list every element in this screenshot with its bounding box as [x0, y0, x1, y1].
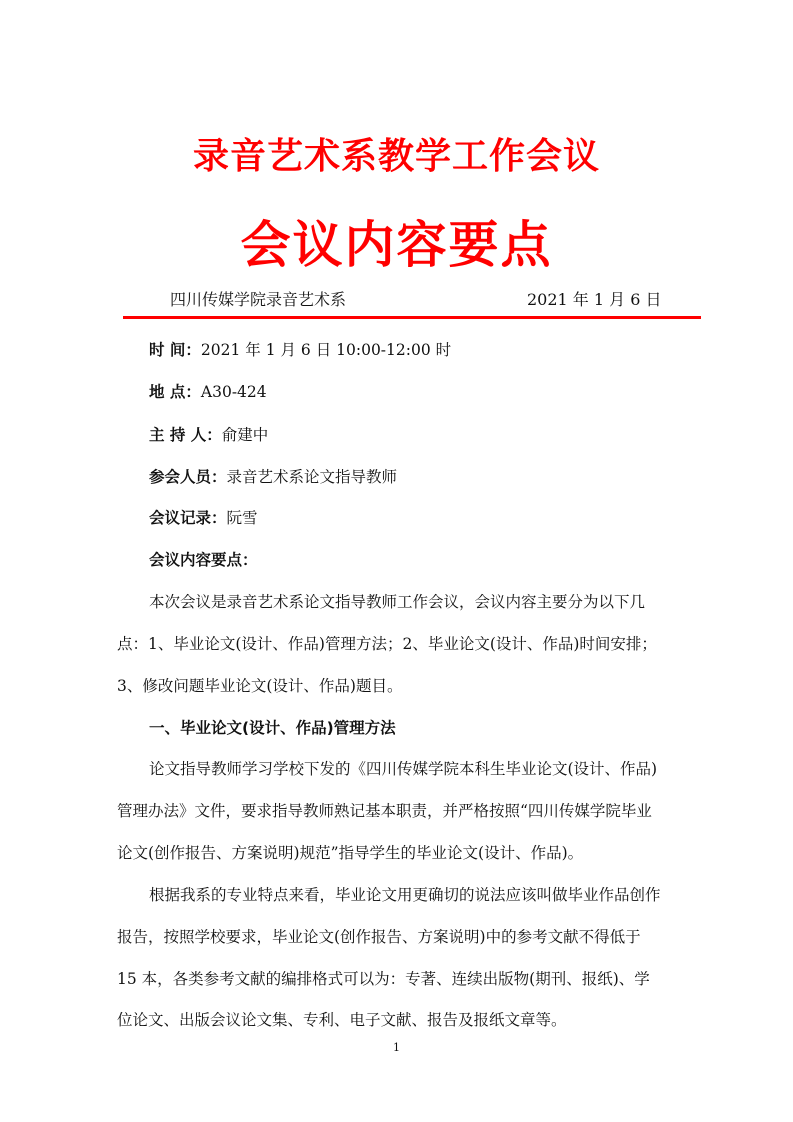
- header-date: 2021 年 1 月 6 日: [527, 290, 662, 309]
- meta-time: 时 间：2021 年 1 月 6 日 10:00-12:00 时: [149, 341, 452, 359]
- para1-line: 管理办法》文件，要求指导教师熟记基本职责，并严格按照“四川传媒学院毕业: [117, 802, 652, 820]
- header-divider: [123, 316, 701, 319]
- intro-line: 3、修改问题毕业论文(设计、作品)题目。: [117, 677, 403, 695]
- document-subtitle: 会议内容要点: [240, 216, 553, 274]
- section-heading: 会议内容要点：: [149, 551, 258, 569]
- para2-line: 15 本，各类参考文献的编排格式可以为：专著、连续出版物(期刊、报纸)、学: [117, 970, 650, 988]
- meta-host: 主 持 人：俞建中: [149, 426, 269, 444]
- meta-location: 地 点：A30-424: [149, 383, 267, 401]
- para2-line: 报告，按照学校要求，毕业论文(创作报告、方案说明)中的参考文献不得低于: [117, 928, 641, 946]
- intro-line: 本次会议是录音艺术系论文指导教师工作会议，会议内容主要分为以下几: [149, 593, 646, 611]
- para1-line: 论文指导教师学习学校下发的《四川传媒学院本科生毕业论文(设计、作品): [149, 760, 658, 778]
- para1-line: 论文(创作报告、方案说明)规范”指导学生的毕业论文(设计、作品)。: [117, 844, 584, 862]
- intro-line: 点：1、毕业论文(设计、作品)管理方法；2、毕业论文(设计、作品)时间安排；: [117, 635, 657, 653]
- part1-heading: 一、毕业论文(设计、作品)管理方法: [149, 719, 396, 737]
- page-number: 1: [393, 1041, 400, 1054]
- para2-line: 位论文、出版会议论文集、专利、电子文献、报告及报纸文章等。: [117, 1011, 567, 1029]
- document-title: 录音艺术系教学工作会议: [192, 136, 600, 177]
- header-org: 四川传媒学院录音艺术系: [170, 290, 347, 309]
- meta-recorder: 会议记录：阮雪: [149, 509, 258, 527]
- meta-attendees: 参会人员：录音艺术系论文指导教师: [149, 468, 398, 486]
- para2-line: 根据我系的专业特点来看，毕业论文用更确切的说法应该叫做毕业作品创作: [149, 886, 661, 904]
